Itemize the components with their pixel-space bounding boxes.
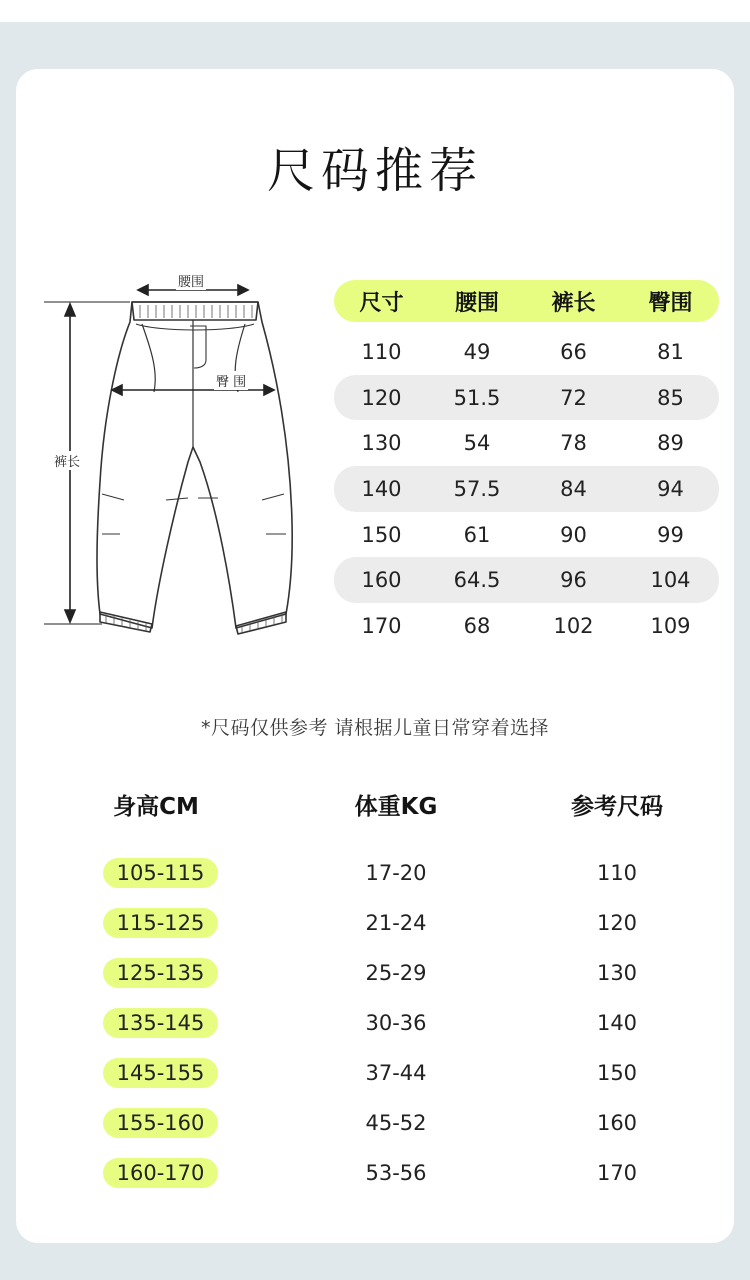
hip-cell: 94 [657,476,684,501]
size-cell: 130 [361,431,402,456]
pants-diagram [40,262,300,642]
table-row [0,1105,750,1155]
header-hip: 臀围 [648,290,693,316]
header-size: 尺寸 [359,290,404,316]
ref-size-cell: 170 [596,1161,638,1185]
waist-cell: 64.5 [453,568,501,593]
table-row [334,557,719,603]
length-cell: 78 [560,431,587,456]
size-cell: 140 [361,476,402,501]
waist-cell: 68 [463,613,491,638]
ref-size-cell: 120 [596,911,638,935]
size-table-header [334,280,719,322]
height-pill: 125-135 [103,958,218,988]
hip-cell: 99 [657,522,684,547]
page-title: 尺码推荐 [266,143,483,199]
length-label: 裤长 [52,451,82,470]
size-table [334,280,719,649]
waist-cell: 49 [463,339,491,364]
table-row [0,855,750,905]
length-cell: 102 [553,613,594,638]
weight-cell: 37-44 [365,1061,427,1085]
hip-cell: 109 [650,613,691,638]
size-cell: 110 [361,339,402,364]
table-row [0,1005,750,1055]
height-pill: 105-115 [103,858,218,888]
hip-cell: 81 [657,339,684,364]
hip-cell: 85 [657,385,684,410]
length-cell: 84 [560,476,587,501]
waist-cell: 61 [463,522,491,547]
length-cell: 66 [560,339,587,364]
ref-size-cell: 130 [596,961,638,985]
weight-cell: 45-52 [365,1111,427,1135]
hip-cell: 89 [657,431,684,456]
waist-label: 腰围 [176,271,206,290]
size-cell: 150 [361,522,402,547]
height-table-header [0,788,750,824]
table-row [334,329,719,375]
table-row [334,420,719,466]
header-ref-size: 参考尺码 [571,794,663,820]
header-waist: 腰围 [454,290,499,316]
hip-label: 臀 围 [214,371,248,390]
weight-cell: 30-36 [365,1011,427,1035]
table-row [0,905,750,955]
height-pill: 145-155 [103,1058,218,1088]
ref-size-cell: 160 [596,1111,638,1135]
height-table [0,855,750,1205]
table-row [0,1155,750,1205]
weight-cell: 21-24 [365,911,427,935]
table-row [334,512,719,558]
length-cell: 90 [560,522,587,547]
weight-cell: 25-29 [365,961,427,985]
weight-cell: 17-20 [365,861,427,885]
weight-cell: 53-56 [365,1161,427,1185]
hip-cell: 104 [650,568,691,593]
height-pill: 115-125 [103,908,218,938]
ref-size-cell: 140 [596,1011,638,1035]
height-pill: 160-170 [103,1158,218,1188]
table-row [0,955,750,1005]
ref-size-cell: 150 [596,1061,638,1085]
table-row [334,603,719,649]
header-height: 身高CM [113,794,199,820]
waist-cell: 54 [463,431,491,456]
table-row [0,1055,750,1105]
table-row [334,375,719,421]
height-pill: 135-145 [103,1008,218,1038]
size-cell: 160 [361,568,402,593]
waist-cell: 57.5 [453,476,501,501]
ref-size-cell: 110 [596,861,638,885]
height-pill: 155-160 [103,1108,218,1138]
length-cell: 96 [560,568,587,593]
size-cell: 170 [361,613,402,638]
size-note: *尺码仅供参考 请根据儿童日常穿着选择 [200,717,550,739]
waist-cell: 51.5 [453,385,501,410]
length-cell: 72 [560,385,587,410]
header-weight: 体重KG [354,794,438,820]
table-row [334,466,719,512]
header-length: 裤长 [551,290,596,316]
size-cell: 120 [361,385,402,410]
